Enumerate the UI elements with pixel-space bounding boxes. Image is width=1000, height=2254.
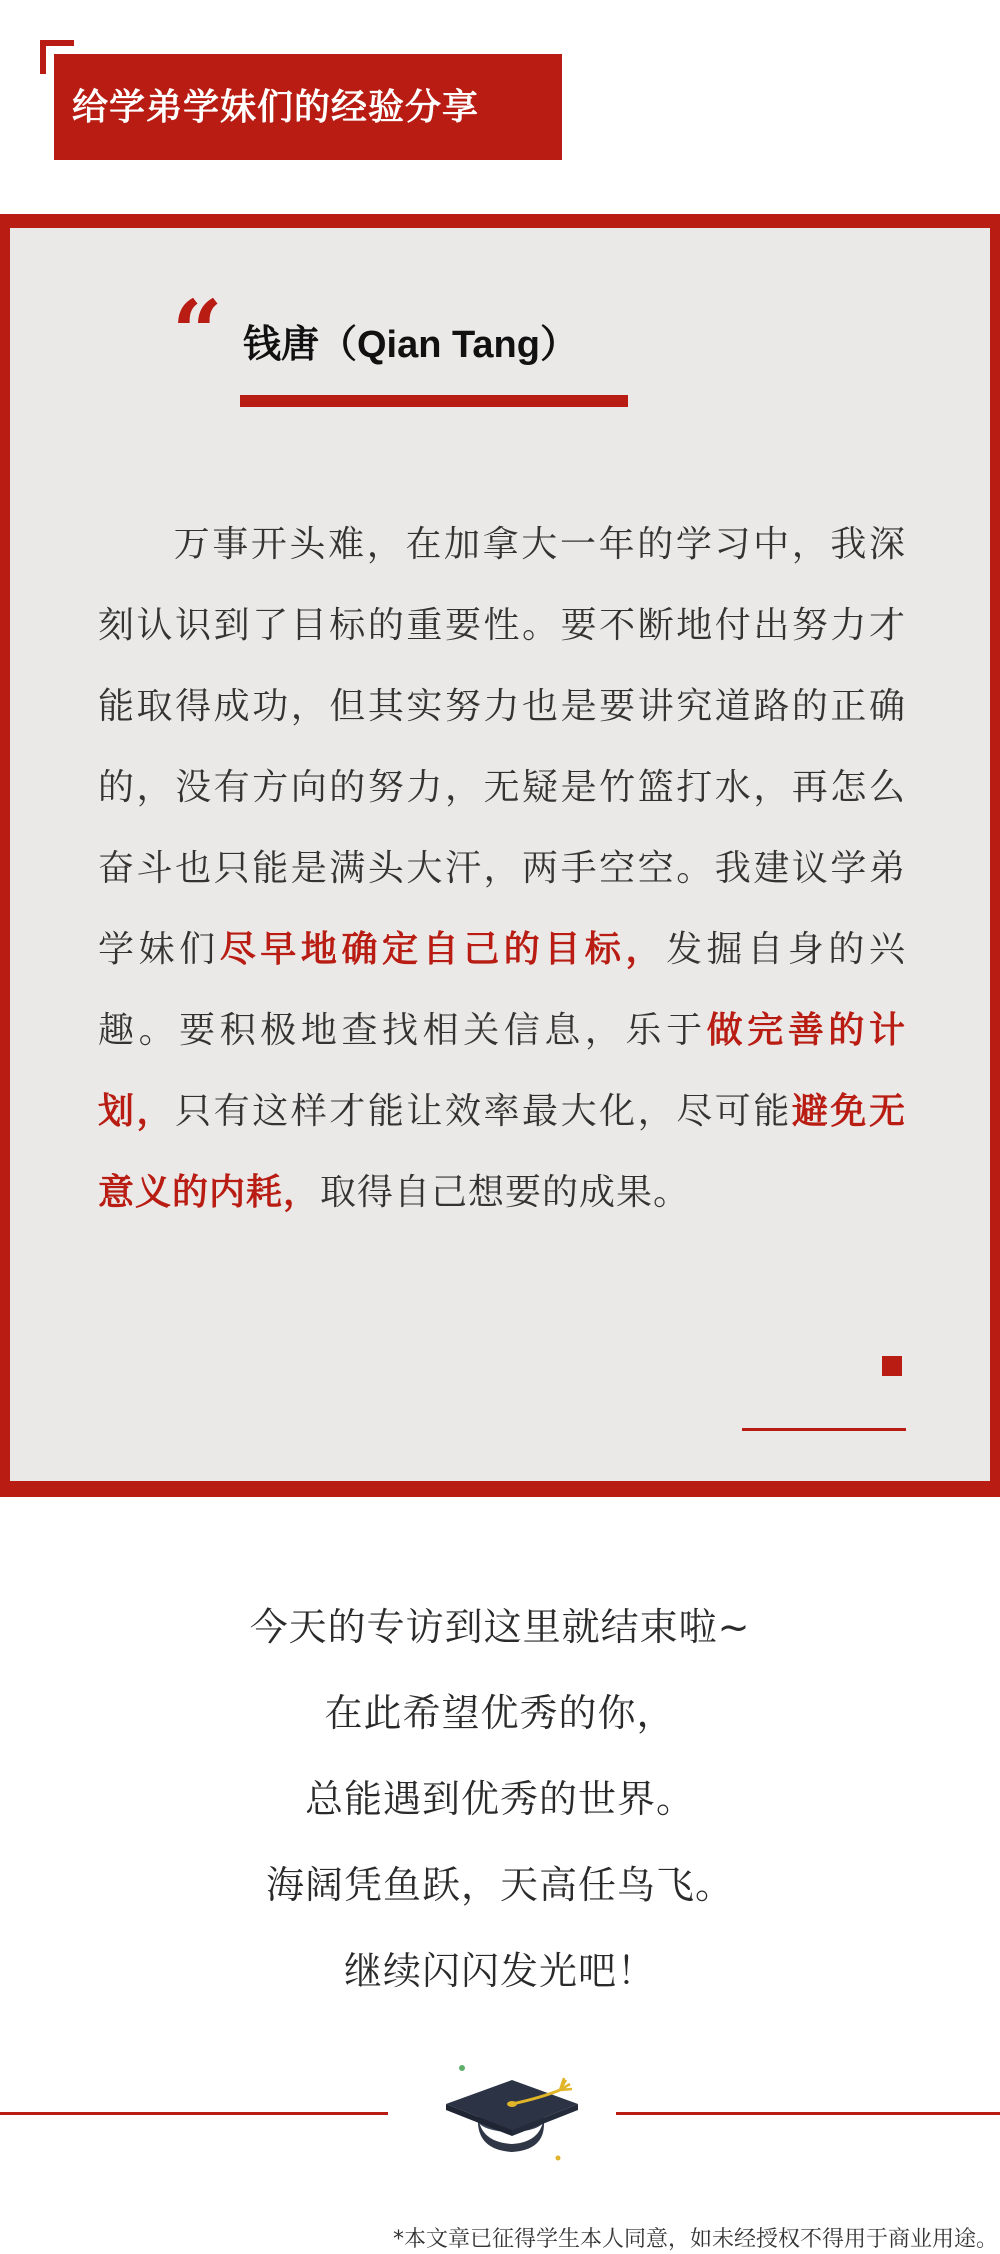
closing-line: 今天的专访到这里就结束啦~ <box>249 1605 751 1649</box>
footer-divider-right <box>616 2112 1000 2115</box>
footer-divider-left <box>0 2112 388 2115</box>
graduation-cap-icon <box>440 2054 582 2170</box>
copyright-note: *本文章已征得学生本人同意，如未经授权不得用于商业用途。 <box>392 2227 998 2252</box>
closing-line: 海阔凭鱼跃，天高任鸟飞。 <box>265 1863 734 1907</box>
highlight-avoid: 避免无意义的内耗， <box>98 1091 906 1213</box>
closing-line: 继续闪闪发光吧！ <box>343 1949 656 1993</box>
section-title: 给学弟学妹们的经验分享 <box>54 54 562 160</box>
author-name: 钱唐（Qian Tang） <box>243 324 578 366</box>
paragraph-text: 万事开头难，在加拿大一年的学习中，我深刻认识到了目标的重要性。要不断地付出努力才能取得成功，但其实努力也是要讲究道路的正确的，没有方向的努力，无疑是竹篮打水，再怎么奋斗也只能是满头大汗，两手空空。我建议学弟学妹们 <box>98 524 906 970</box>
end-square-mark <box>882 1356 902 1376</box>
highlight-goal: 尽早地确定自己的目标， <box>219 929 667 970</box>
closing-line: 总能遇到优秀的世界。 <box>304 1777 695 1821</box>
closing-message <box>0 1584 1000 2014</box>
highlight-plan: 做完善的计划， <box>98 1010 906 1132</box>
quote-mark-icon: “ <box>172 280 223 384</box>
paragraph-text: 只有这样才能让效率最大化，尽可能 <box>175 1091 792 1132</box>
paragraph-text: 取得自己想要的成果。 <box>320 1172 691 1213</box>
closing-line: 在此希望优秀的你， <box>324 1691 676 1735</box>
paragraph-text: 发掘自身的兴趣。要积极地查找相关信息，乐于 <box>98 929 906 1051</box>
end-underline <box>742 1428 906 1431</box>
author-underline <box>240 395 628 407</box>
quote-paragraph <box>98 504 906 1233</box>
